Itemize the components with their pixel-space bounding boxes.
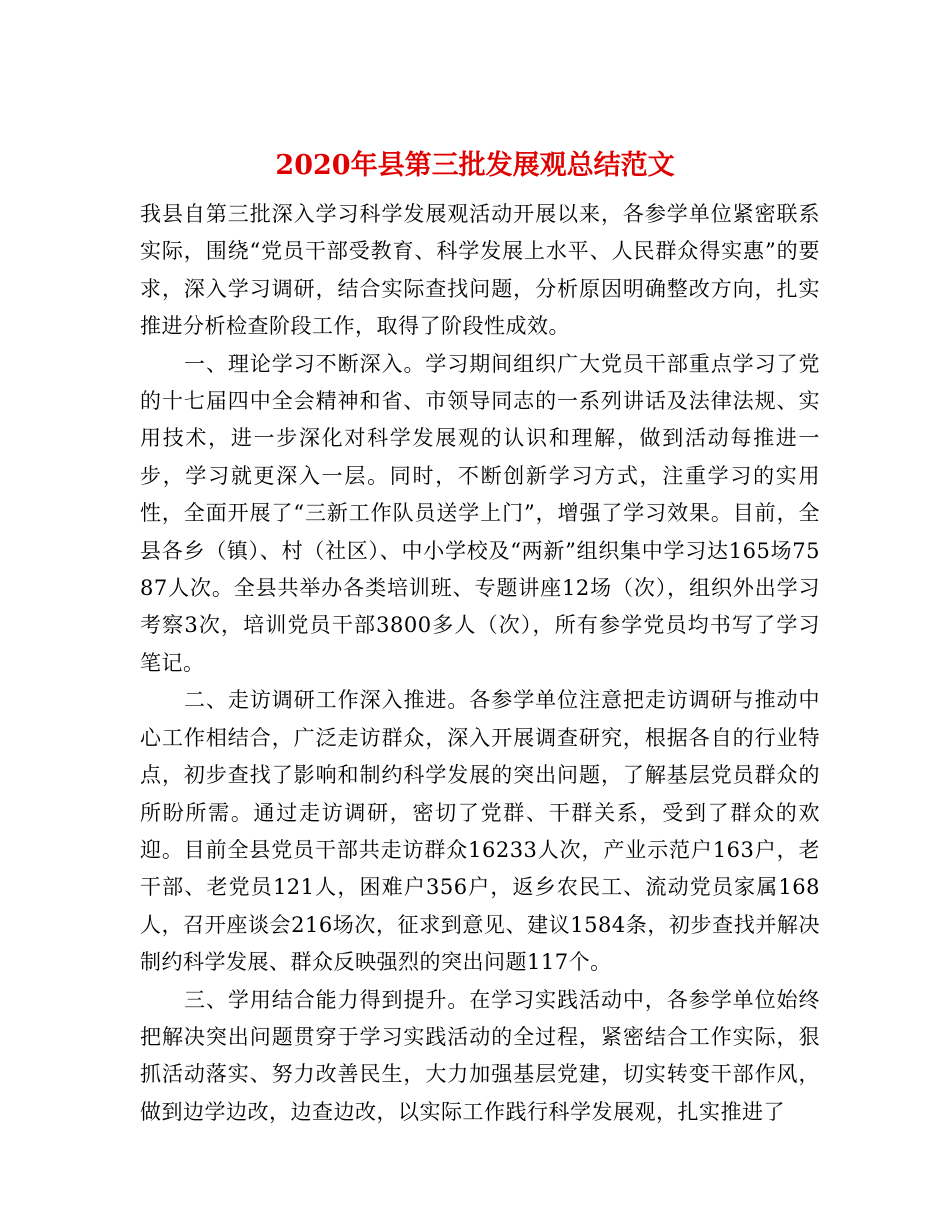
- section-2-paragraph: 二、走访调研工作深入推进。各参学单位注意把走访调研与推动中心工作相结合，广泛走访群众，深入开展调查研究，根据各自的行业特点，初步查找了影响和制约科学发展的突出问题，了解基层党员群众的所盼所需。通过走访调研，密切了党群、干群关系，受到了群众的欢迎。目前全县党员干部共走访群众16233人次，产业示范户163户，老干部、老党员121人，困难户356户，返乡农民工、流动党员家属168人，召开座谈会216场次，征求到意见、建议1584条，初步查找并解决制约科学发展、群众反映强烈的突出问题117个。: [140, 688, 820, 975]
- section-3-paragraph: 三、学用结合能力得到提升。在学习实践活动中，各参学单位始终把解决突出问题贯穿于学习实践活动的全过程，紧密结合工作实际，狠抓活动落实、努力改善民生，大力加强基层党建，切实转变干部作风，做到边学边改，边查边改，以实际工作践行科学发展观，扎实推进了: [140, 987, 820, 1124]
- section-1-paragraph: 一、理论学习不断深入。学习期间组织广大党员干部重点学习了党的十七届四中全会精神和省、市领导同志的一系列讲话及法律法规、实用技术，进一步深化对科学发展观的认识和理解，做到活动每推进一步，学习就更深入一层。同时，不断创新学习方式，注重学习的实用性，全面开展了“三新工作队员送学上门”，增强了学习效果。目前，全县各乡（镇）、村（社区）、中小学校及“两新”组织集中学习达165场7587人次。全县共举办各类培训班、专题讲座12场（次），组织外出学习考察3次，培训党员干部3800多人（次），所有参学党员均书写了学习笔记。: [140, 351, 820, 675]
- intro-paragraph: 我县自第三批深入学习科学发展观活动开展以来，各参学单位紧密联系实际，围绕“党员干部受教育、科学发展上水平、人民群众得实惠”的要求，深入学习调研，结合实际查找问题，分析原因明确整改方向，扎实推进分析检查阶段工作，取得了阶段性成效。: [140, 202, 820, 339]
- document-body: [140, 196, 820, 1131]
- document-title: 2020年县第三批发展观总结范文: [275, 150, 675, 182]
